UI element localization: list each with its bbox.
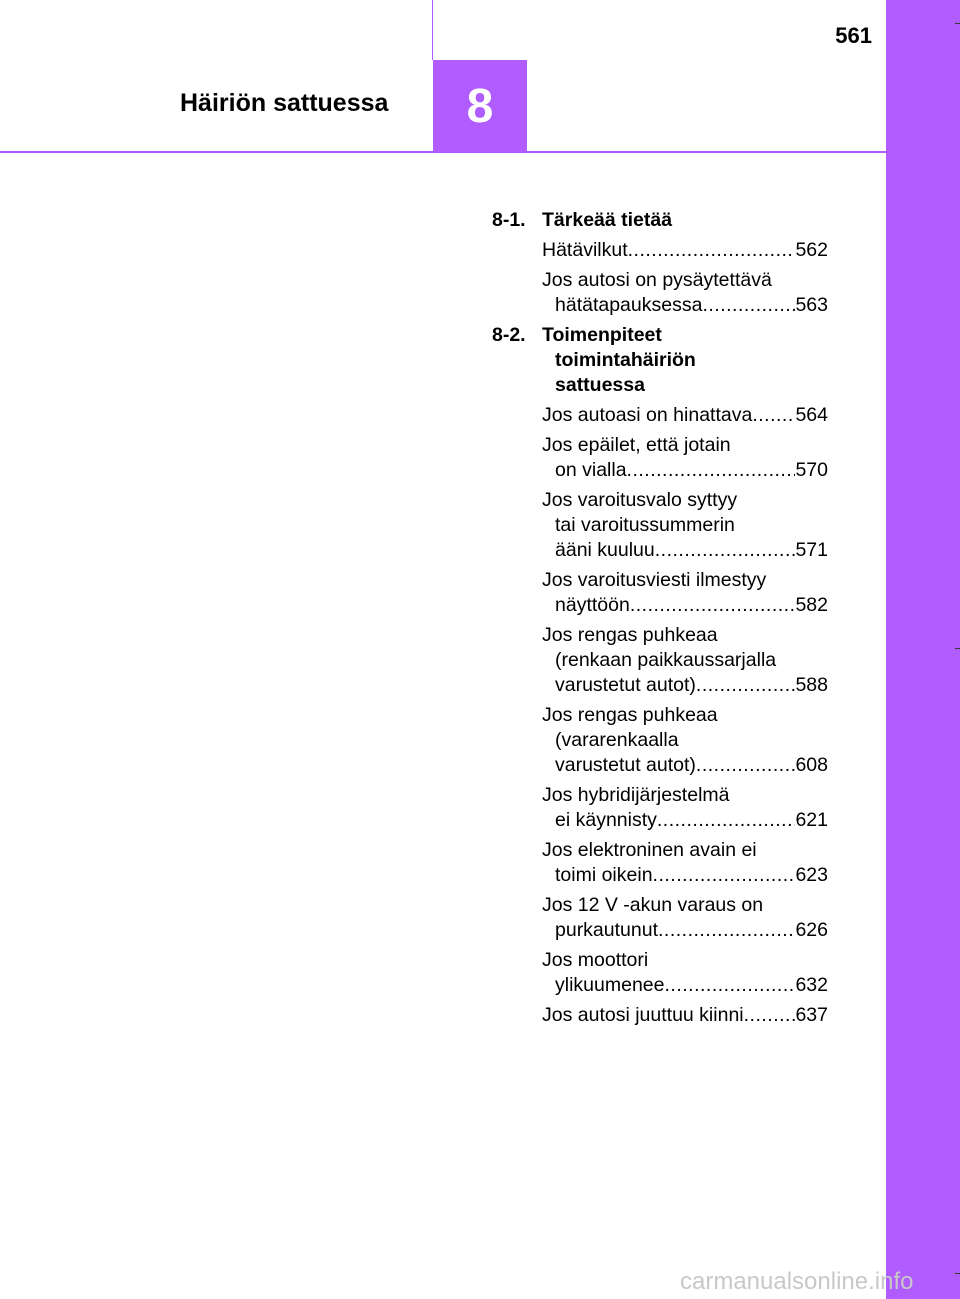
dot-leader — [696, 673, 796, 698]
toc-page-number: 571 — [795, 539, 828, 561]
section-title — [542, 323, 828, 398]
dot-leader — [630, 593, 796, 618]
toc-entry-text: Jos autosi juuttuu kiinni — [542, 1004, 744, 1026]
toc-page-number: 632 — [795, 974, 828, 996]
toc-section — [492, 208, 828, 318]
toc-page-number: 564 — [795, 404, 828, 426]
toc-page-number: 570 — [795, 459, 828, 481]
section-title-line: Tärkeää tietää — [542, 209, 673, 231]
toc-entry-text: on vialla — [555, 459, 627, 481]
toc-entry-line — [542, 863, 828, 888]
table-of-contents — [492, 208, 828, 1033]
toc-entry[interactable] — [492, 838, 828, 888]
toc-entry[interactable] — [492, 623, 828, 698]
toc-entry[interactable] — [492, 783, 828, 833]
toc-entry-line — [542, 403, 828, 428]
toc-page-number: 563 — [795, 294, 828, 316]
crop-mark — [955, 1273, 960, 1274]
toc-section — [492, 323, 828, 1028]
dot-leader — [752, 403, 795, 428]
toc-page-number: 637 — [795, 1004, 828, 1026]
toc-entry[interactable] — [492, 893, 828, 943]
toc-entry-text: varustetut autot) — [555, 754, 696, 776]
toc-entry-line — [542, 808, 828, 833]
toc-entry-line — [542, 973, 828, 998]
toc-entry-line: (renkaan paikkaussarjalla — [555, 649, 777, 671]
toc-entry-line: Jos rengas puhkeaa — [542, 704, 718, 726]
toc-entry-line — [542, 673, 828, 698]
toc-entry[interactable] — [492, 948, 828, 998]
toc-entry[interactable] — [492, 433, 828, 483]
toc-page-number: 626 — [795, 919, 828, 941]
toc-entry-line — [542, 293, 828, 318]
toc-entry-text: varustetut autot) — [555, 674, 696, 696]
toc-entry-line: Jos epäilet, että jotain — [542, 434, 731, 456]
toc-entry-line: Jos varoitusvalo syttyy — [542, 489, 738, 511]
toc-entry-text: Hätävilkut — [542, 239, 628, 261]
crop-mark — [955, 23, 960, 24]
toc-page-number: 623 — [795, 864, 828, 886]
section-title-line: toimintahäiriön — [555, 349, 696, 371]
toc-entry-text: ylikuumenee — [555, 974, 665, 996]
section-number: 8-1. — [492, 209, 526, 231]
dot-leader — [744, 1003, 796, 1028]
toc-entry-text: toimi oikein — [555, 864, 653, 886]
side-tab — [886, 0, 960, 1299]
chapter-title: Häiriön sattuessa — [180, 89, 389, 117]
toc-entry-line — [542, 238, 828, 263]
chapter-number-box: 8 — [433, 60, 527, 153]
toc-page-number: 608 — [795, 754, 828, 776]
toc-entry-line — [542, 538, 828, 563]
toc-entry[interactable] — [492, 488, 828, 563]
section-title — [542, 208, 828, 233]
toc-entry-line: tai varoitussummerin — [555, 514, 735, 536]
section-heading — [492, 323, 828, 398]
page-number: 561 — [835, 23, 872, 48]
toc-entry-text: hätätapauksessa — [555, 294, 703, 316]
toc-entry-line: Jos hybridijärjestelmä — [542, 784, 730, 806]
toc-entry-line — [542, 593, 828, 618]
toc-page-number: 562 — [795, 239, 828, 261]
toc-entry-line: Jos moottori — [542, 949, 649, 971]
toc-entry-line — [542, 918, 828, 943]
toc-entry-line — [542, 753, 828, 778]
header-divider — [432, 0, 433, 60]
dot-leader — [658, 918, 795, 943]
toc-entry-line: Jos 12 V -akun varaus on — [542, 894, 764, 916]
toc-entry-text: Jos autoasi on hinattava — [542, 404, 753, 426]
toc-entry[interactable] — [492, 1003, 828, 1028]
section-heading — [492, 208, 828, 233]
dot-leader — [702, 293, 795, 318]
toc-entry-text: ääni kuuluu — [555, 539, 655, 561]
toc-entry-line: Jos rengas puhkeaa — [542, 624, 718, 646]
toc-entry[interactable] — [492, 268, 828, 318]
toc-entry-text: näyttöön — [555, 594, 630, 616]
dot-leader — [655, 538, 796, 563]
toc-entry-line: Jos elektroninen avain ei — [542, 839, 757, 861]
watermark: carmanualsonline.info — [680, 1268, 914, 1295]
dot-leader — [696, 753, 796, 778]
toc-entry[interactable] — [492, 238, 828, 263]
toc-page-number: 621 — [795, 809, 828, 831]
toc-page-number: 582 — [795, 594, 828, 616]
toc-entry[interactable] — [492, 703, 828, 778]
toc-entry[interactable] — [492, 568, 828, 618]
toc-entry-line: Jos autosi on pysäytettävä — [542, 269, 772, 291]
section-number: 8-2. — [492, 324, 526, 346]
toc-entry-text: ei käynnisty — [555, 809, 657, 831]
dot-leader — [664, 973, 795, 998]
dot-leader — [628, 238, 796, 263]
toc-entry-line — [542, 458, 828, 483]
crop-mark — [955, 648, 960, 649]
toc-entry-line: (vararenkaalla — [555, 729, 679, 751]
dot-leader — [627, 458, 796, 483]
section-title-line: Toimenpiteet — [542, 324, 662, 346]
toc-entry-text: purkautunut — [555, 919, 658, 941]
dot-leader — [657, 808, 796, 833]
dot-leader — [653, 863, 796, 888]
toc-page-number: 588 — [795, 674, 828, 696]
toc-entry-line — [542, 1003, 828, 1028]
section-title-line: sattuessa — [555, 374, 645, 396]
toc-entry-line: Jos varoitusviesti ilmestyy — [542, 569, 767, 591]
toc-entry[interactable] — [492, 403, 828, 428]
